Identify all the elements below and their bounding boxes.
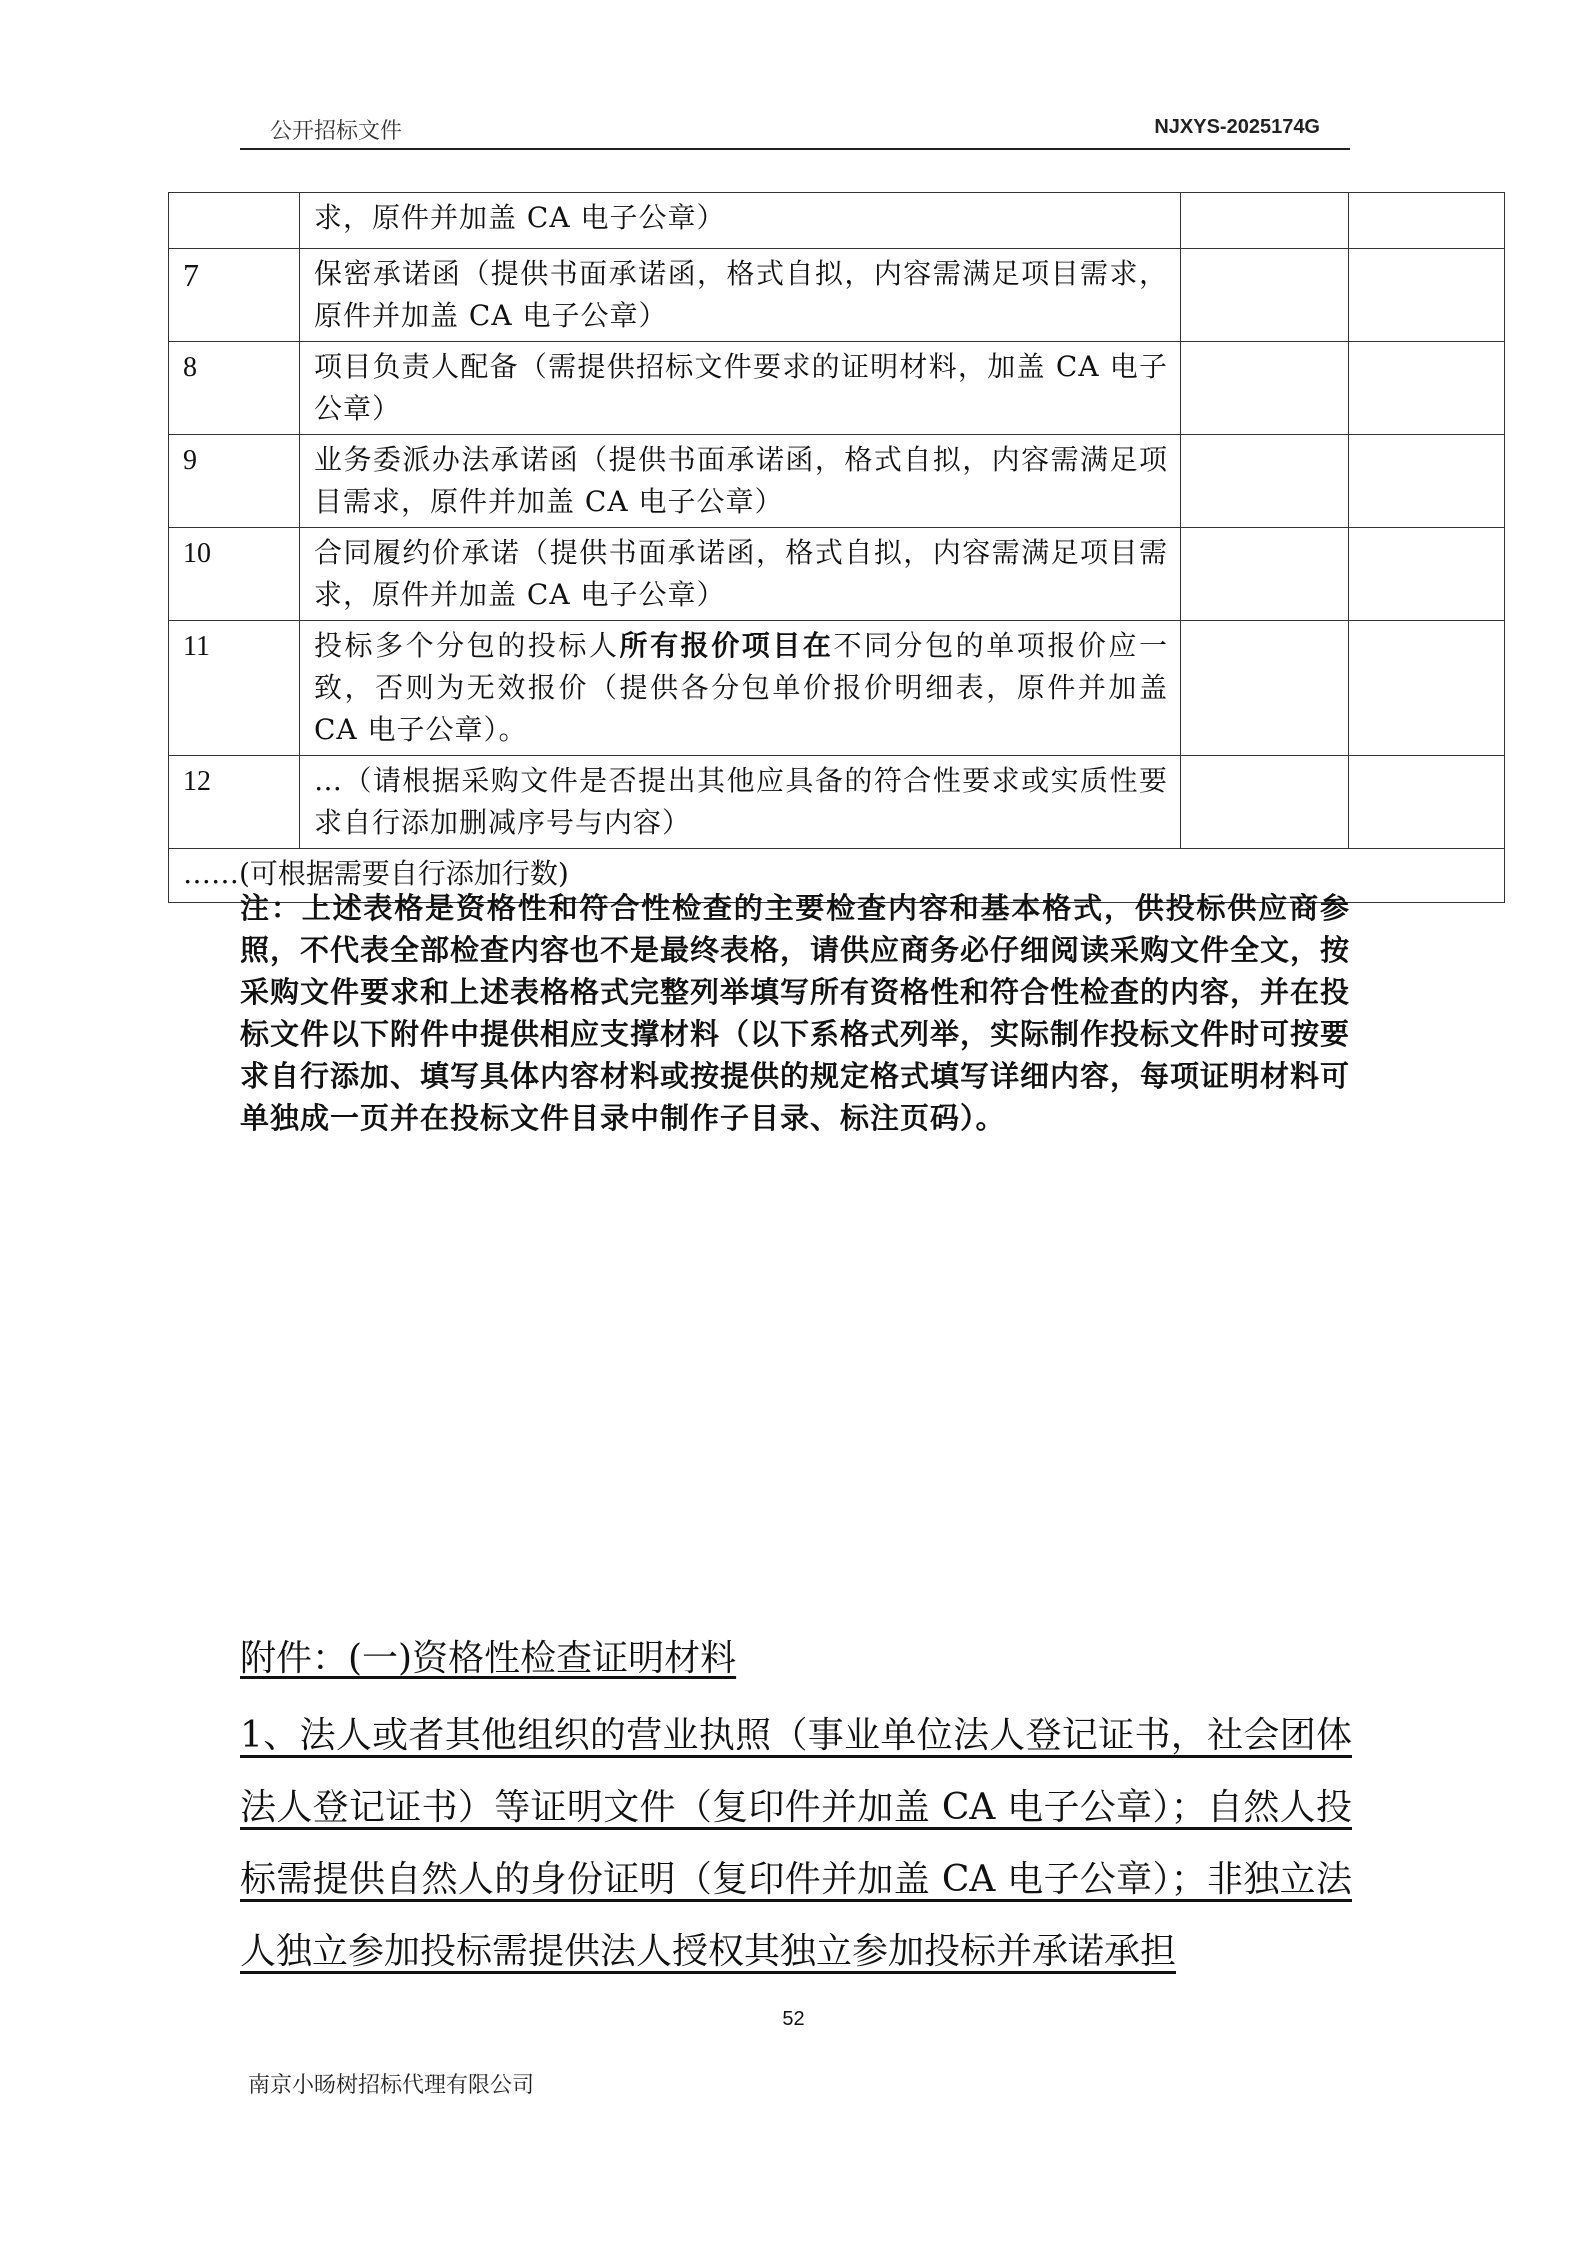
check-cell xyxy=(1181,193,1349,249)
table-row xyxy=(169,621,1505,756)
row-content-text: 投标多个分包的投标人 xyxy=(314,629,620,662)
table-row xyxy=(169,528,1505,621)
row-content: 保密承诺函（提供书面承诺函，格式自拟，内容需满足项目需求，原件并加盖 CA 电子公章） xyxy=(300,249,1181,342)
row-content-text: 不同分包的单项报价应一致，否则为无效报价（提供各分包单价报价明细表，原件并加盖 CA 电子公章）。 xyxy=(314,629,1168,746)
check-cell xyxy=(1181,249,1349,342)
table-row xyxy=(169,342,1505,435)
row-content: 项目负责人配备（需提供招标文件要求的证明材料，加盖 CA 电子公章） xyxy=(300,342,1181,435)
attachment-body: 1、法人或者其他组织的营业执照（事业单位法人登记证书，社会团体法人登记证书）等证明文件（复印件并加盖 CA 电子公章）；自然人投标需提供自然人的身份证明（复印件并加盖 CA 电子公章）；非独立法人独立参加投标需提供法人授权其独立参加投标并承诺承担 xyxy=(240,1715,1352,1972)
table-row xyxy=(169,249,1505,342)
row-content: 合同履约价承诺（提供书面承诺函，格式自拟，内容需满足项目需求，原件并加盖 CA 电子公章） xyxy=(300,528,1181,621)
table-row xyxy=(169,193,1505,249)
table-row xyxy=(169,756,1505,849)
row-number: 11 xyxy=(169,621,300,756)
check-cell xyxy=(1349,528,1505,621)
page-number: 52 xyxy=(782,2008,805,2030)
check-cell xyxy=(1349,342,1505,435)
row-number: 8 xyxy=(169,342,300,435)
check-cell xyxy=(1349,435,1505,528)
table-footer-note: ……(可根据需要自行添加行数) xyxy=(169,849,1505,903)
row-content-emphasis: 所有报价项目在 xyxy=(619,629,834,662)
row-content: 求，原件并加盖 CA 电子公章） xyxy=(300,193,1181,249)
row-number: 7 xyxy=(169,249,300,342)
row-content xyxy=(300,621,1181,756)
row-content: …（请根据采购文件是否提出其他应具备的符合性要求或实质性要求自行添加删减序号与内容） xyxy=(300,756,1181,849)
row-number xyxy=(169,193,300,249)
check-cell xyxy=(1181,342,1349,435)
page-header xyxy=(240,112,1350,150)
table-row xyxy=(169,435,1505,528)
check-cell xyxy=(1181,621,1349,756)
check-cell xyxy=(1181,435,1349,528)
row-number: 9 xyxy=(169,435,300,528)
company-name: 南京小旸树招标代理有限公司 xyxy=(248,2073,535,2098)
compliance-check-table xyxy=(168,192,1505,903)
attachment-title: 附件：(一)资格性检查证明材料 xyxy=(240,1638,737,1679)
check-cell xyxy=(1349,621,1505,756)
check-cell xyxy=(1349,756,1505,849)
check-cell xyxy=(1349,249,1505,342)
row-content: 业务委派办法承诺函（提供书面承诺函，格式自拟，内容需满足项目需求，原件并加盖 CA 电子公章） xyxy=(300,435,1181,528)
document-type: 公开招标文件 xyxy=(270,119,403,144)
check-cell xyxy=(1181,756,1349,849)
table-note: 注：上述表格是资格性和符合性检查的主要检查内容和基本格式，供投标供应商参照，不代表全部检查内容也不是最终表格，请供应商务必仔细阅读采购文件全文，按采购文件要求和上述表格格式完整列举填写所有资格性和符合性检查的内容，并在投标文件以下附件中提供相应支撑材料（以下系格式列举，实际制作投标文件时可按要求自行添加、填写具体内容材料或按提供的规定格式填写详细内容，每项证明材料可单独成一页并在投标文件目录中制作子目录、标注页码）。 xyxy=(240,891,1351,1135)
row-number: 12 xyxy=(169,756,300,849)
check-cell xyxy=(1181,528,1349,621)
check-cell xyxy=(1349,193,1505,249)
row-number: 10 xyxy=(169,528,300,621)
document-number: NJXYS-2025174G xyxy=(1154,116,1320,138)
